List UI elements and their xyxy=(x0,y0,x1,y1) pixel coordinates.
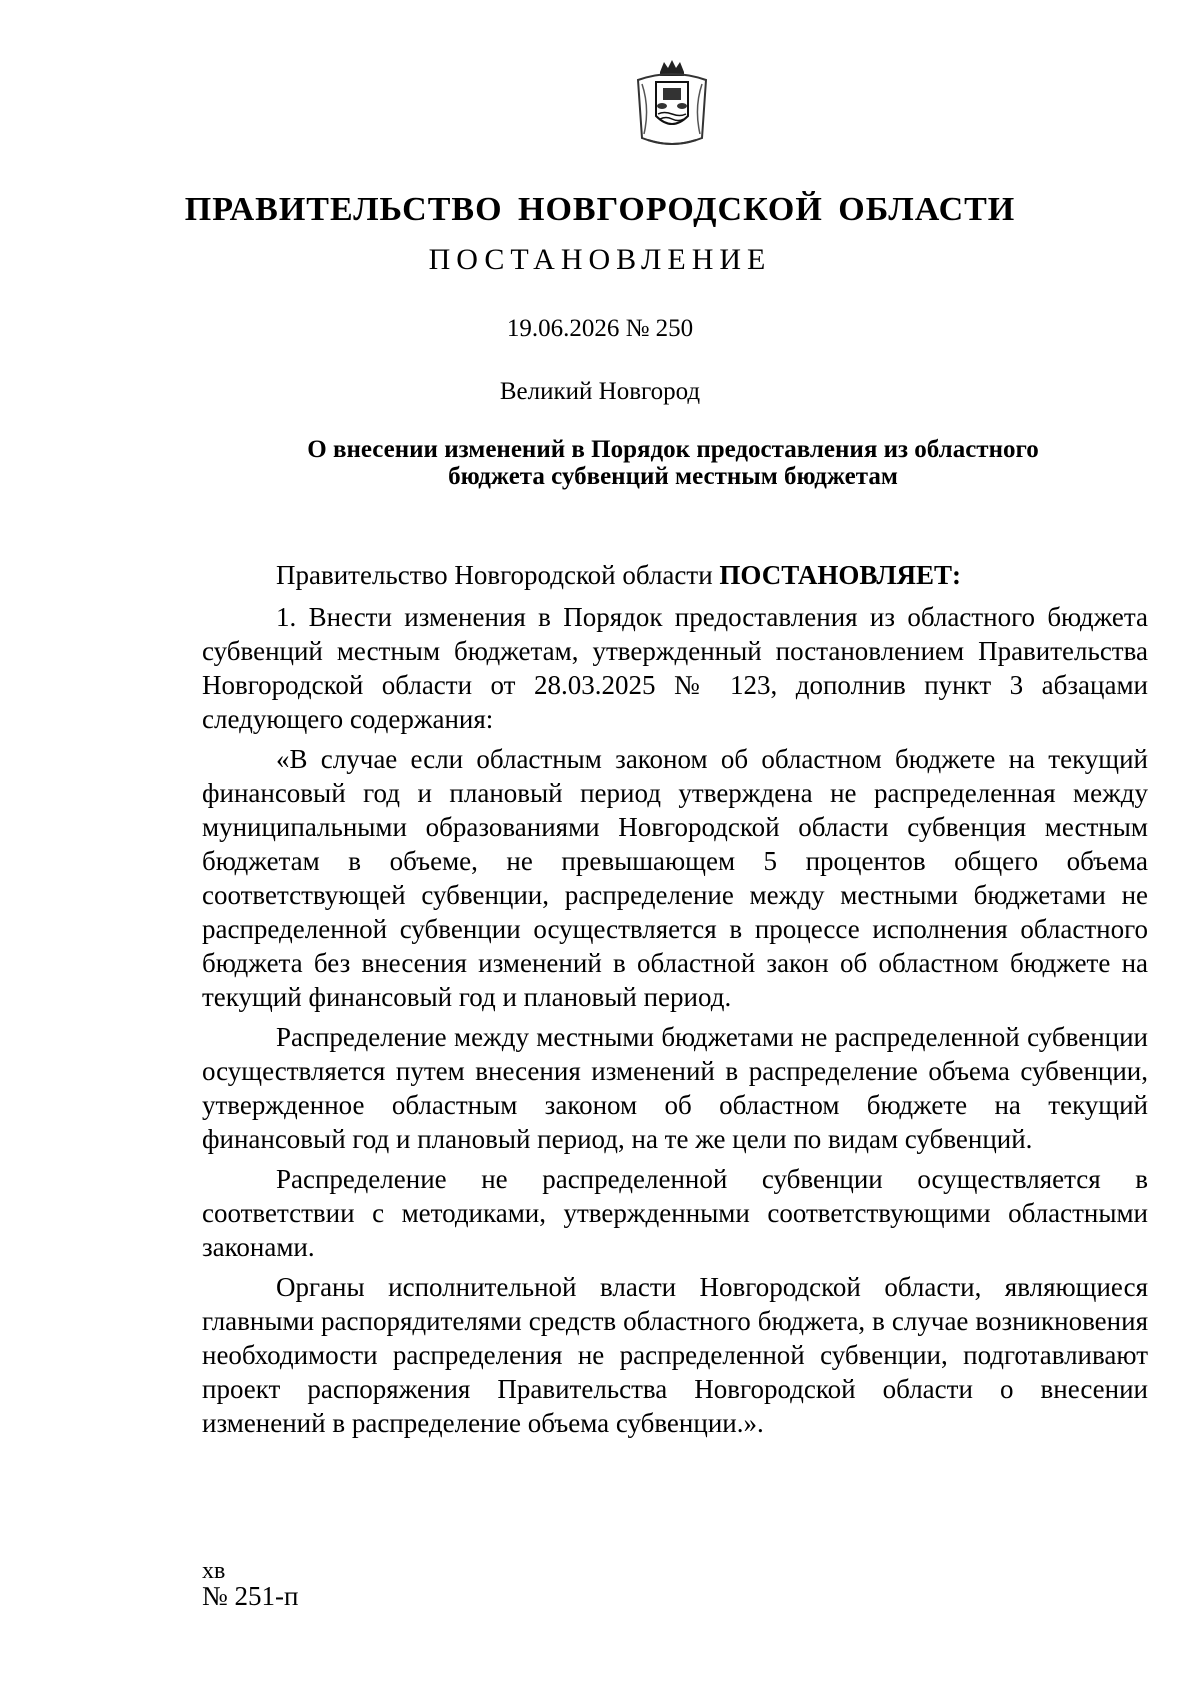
executor-code: хв xyxy=(202,1558,226,1584)
preamble-text: Правительство Новгородской области xyxy=(276,560,720,590)
paragraph: Распределение между местными бюджетами не распределенной субвенции осуществляется путем внесения изменений в распределение объема субвенции, утвержденное областным законом об областном бюджете на текущий финансовый год и плановый период, на те же цели по видам субвенций. xyxy=(202,1022,1148,1154)
paragraph: 1. Внести изменения в Порядок предоставления из областного бюджета субвенций местным бюджетам, утвержденный постановлением Правительства Новгородской области от 28.03.2025 № 123, дополнив пункт 3 абзацами следующего содержания: xyxy=(202,602,1148,734)
subject-line: О внесении изменений в Порядок предоставления из областного xyxy=(307,436,1039,463)
registration-number: № 251-п xyxy=(202,1581,299,1611)
document-subject xyxy=(240,436,1106,490)
date-and-number: 19.06.2026 № 250 xyxy=(506,315,694,342)
paragraph: Распределение не распределенной субвенции осуществляется в соответствии с методиками, утвержденными соответствующими областными законами. xyxy=(202,1164,1148,1262)
government-title: ПРАВИТЕЛЬСТВО НОВГОРОДСКОЙ ОБЛАСТИ xyxy=(184,191,1016,228)
coat-of-arms-icon xyxy=(632,58,712,154)
paragraph: «В случае если областным законом об областном бюджете на текущий финансовый год и плановый период утверждена не распределенная между муниципальными образованиями Новгородской области субвенция местным бюджетам в объеме, не превышающем 5 процентов общего объема соответствующей субвенции, распределение между местными бюджетами не распределенной субвенции осуществляется в процессе исполнения областного бюджета без внесения изменений в областной закон об областном бюджете на текущий финансовый год и плановый период. xyxy=(202,744,1148,1012)
city-name: Великий Новгород xyxy=(499,378,701,405)
preamble-resolves: ПОСТАНОВЛЯЕТ: xyxy=(719,560,961,590)
preamble xyxy=(202,558,1148,592)
subject-line: бюджета субвенций местным бюджетам xyxy=(448,463,898,490)
document-body xyxy=(202,558,1148,1440)
paragraph: Органы исполнительной власти Новгородской области, являющиеся главными распорядителями средств областного бюджета, в случае возникновения необходимости распределения не распределенной субвенции, подготавливают проект распоряжения Правительства Новгородской области о внесении изменений в распределение объема субвенции.». xyxy=(202,1272,1148,1438)
document-type: ПОСТАНОВЛЕНИЕ xyxy=(428,243,772,276)
